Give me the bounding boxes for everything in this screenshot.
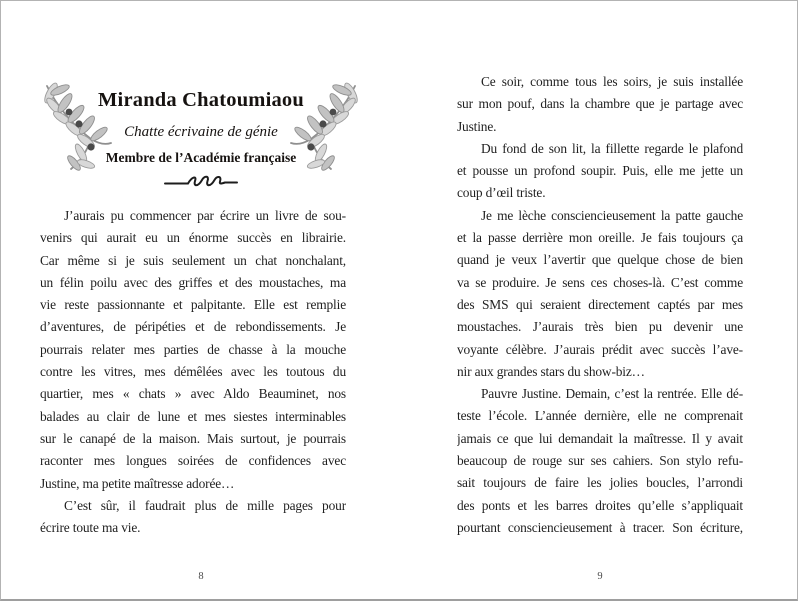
text-line: et pousse un profond soupir. Puis, elle me jette un [457, 163, 743, 179]
text-line: Je me lèche consciencieusement la patte gauche [481, 207, 743, 223]
author-affiliation: Membre de l’Académie française [105, 149, 297, 165]
text-line: coup d’œil triste. [457, 185, 546, 201]
text-line: Pauvre Justine. Demain, c’est la rentrée. Elle dé- [481, 386, 743, 402]
right-page-text [457, 71, 743, 539]
text-line: venirs qui aurait eu un énorme succès en librairie. [40, 230, 346, 246]
text-line: va se produire. Je sens ces choses-là. C’est comme [457, 274, 743, 290]
text-line: quand je veux l’avertir que quelque chose de bien [457, 252, 743, 268]
text-line: teste l’école. L’année dernière, elle ne comprenait [457, 408, 743, 424]
text-line: contre les vitres, mes démêlées avec les toutous du [40, 364, 346, 380]
text-line: J’aurais pu commencer par écrire un livre de sou- [64, 208, 346, 223]
text-line: raconter mes longues soirées de confidences avec [40, 453, 346, 469]
text-line: beaucoup de rouge sur ses cahiers. Son stylo refu- [457, 453, 743, 469]
text-line: vie reste passionnante et palpitante. Elle est remplie [40, 297, 346, 313]
author-name: Miranda Chatoumiaou [98, 88, 304, 111]
left-page [1, 1, 400, 599]
text-line: et la passe derrière mon oreille. Je fais toujours ça [457, 230, 743, 246]
text-line: Justine, ma petite maîtresse adorée… [40, 475, 235, 491]
text-line: d’aventures, de péripéties et de rebondissements. Je [40, 319, 346, 335]
text-line: Car même si je suis seulement un chat nonchalant, [40, 252, 346, 268]
text-line: C’est sûr, il faudrait plus de mille pages pour [64, 497, 346, 513]
text-line: Du fond de son lit, la fillette regarde le plafond [481, 140, 743, 156]
text-line: quartier, mes « chats » avec Aldo Beauminet, nos [40, 386, 346, 402]
text-line: pourrais relater mes parties de chasse à la mouche [40, 341, 346, 357]
text-line: un félin poilu avec des griffes et des moustaches, ma [40, 274, 346, 290]
author-subtitle: Chatte écrivaine de génie [124, 124, 278, 140]
text-line: nir aux grandes stars du show-biz… [457, 363, 645, 379]
text-line: des ponts et les barres droites qu’elle s’appliquait [457, 497, 743, 513]
left-page-number: 8 [198, 571, 204, 582]
text-line: sait toujours de faire les jolies boucles, l’arrondi [457, 475, 743, 491]
left-page-text [40, 205, 346, 539]
right-page [400, 1, 798, 599]
text-line: Justine. [457, 118, 497, 134]
text-line: sur le canapé de la maison. Mais surtout, je pourrais [40, 430, 346, 446]
text-line: Ce soir, comme tous les soirs, je suis installée [481, 74, 743, 89]
text-line: écrire toute ma vie. [40, 520, 141, 536]
text-line: moustaches. J’aurais très bien pu devenir une [457, 319, 743, 335]
text-line: sur mon pouf, dans la chambre que je partage avec [457, 96, 743, 112]
text-line: pourtant consciencieusement à tracer. Son écriture, [457, 519, 743, 535]
text-line: voyante célèbre. J’aurais prédit avec succès l’ave- [457, 341, 743, 357]
text-line: balades au clair de lune et mes siestes interminables [40, 408, 346, 424]
text-line: jamais ce que lui demandait la maîtresse. Il y avait [457, 430, 743, 446]
text-line: des SMS qui seraient directement captés par mes [457, 296, 743, 312]
knot-divider-icon [164, 174, 238, 190]
right-page-number: 9 [597, 571, 603, 582]
